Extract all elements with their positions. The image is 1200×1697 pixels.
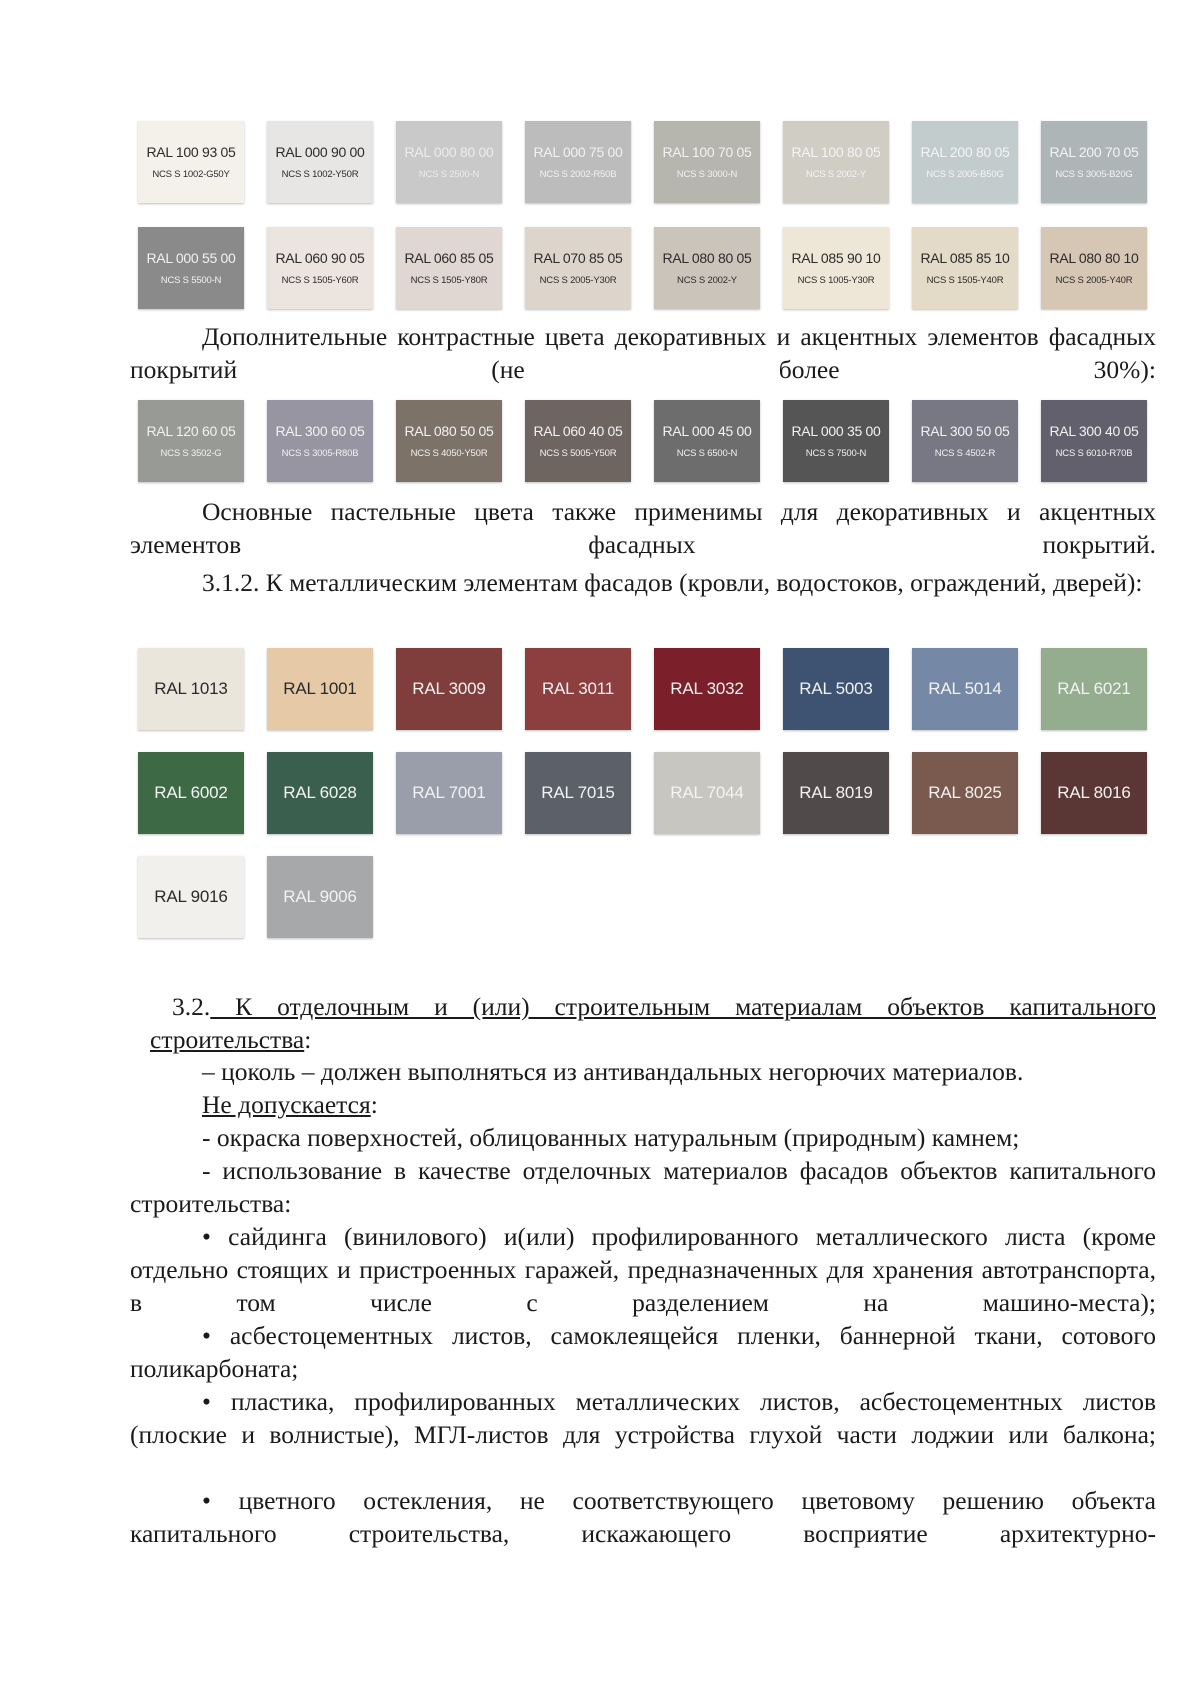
ncs-code: NCS S 6500-N — [676, 448, 738, 459]
color-swatch — [912, 400, 1018, 482]
ral-code: RAL 000 75 00 — [533, 144, 623, 160]
ral-code: RAL 070 85 05 — [533, 250, 623, 266]
ral-code: RAL 1013 — [154, 679, 228, 698]
ncs-code: NCS S 4050-Y50R — [410, 448, 488, 459]
ncs-code: NCS S 2002-Y — [677, 275, 737, 286]
ral-code: RAL 8025 — [928, 783, 1002, 802]
ral-code: RAL 085 90 10 — [791, 250, 881, 266]
section-heading-text: К отделочным и (или) строительным материалам объектов капитального строительства — [150, 992, 1156, 1054]
ral-code: RAL 080 50 05 — [404, 423, 494, 439]
section-colon: : — [304, 1025, 312, 1054]
ral-code: RAL 000 55 00 — [146, 250, 236, 266]
section-3-2-heading — [150, 990, 1156, 1056]
color-swatch — [525, 121, 631, 203]
pastel-note-paragraph: Основные пастельные цвета также применимы для декоративных и акцентных элементов фасадных покрытий. — [130, 497, 1156, 559]
ral-code: RAL 1001 — [283, 679, 357, 698]
ncs-code: NCS S 2002-Y — [806, 169, 866, 180]
dash-item-2: - использование в качестве отделочных материалов фасадов объектов капитального строительства: — [130, 1156, 1156, 1218]
bullet-item-1: • сайдинга (винилового) и(или) профилированного металлического листа (кроме отдельно стоящих и пристроенных гаражей, предназначенных для хранения автотранспорта, в том числе с разделением на машино-места); — [130, 1222, 1156, 1317]
color-swatch — [912, 648, 1018, 730]
ral-code: RAL 7044 — [670, 783, 744, 802]
ncs-code: NCS S 2005-Y40R — [1055, 275, 1133, 286]
ncs-code: NCS S 1505-Y40R — [926, 275, 1004, 286]
ncs-code: NCS S 1005-Y30R — [797, 275, 875, 286]
ral-code: RAL 9016 — [154, 887, 228, 906]
ncs-code: NCS S 1505-Y60R — [281, 275, 359, 286]
ral-code: RAL 120 60 05 — [146, 423, 236, 439]
ncs-code: NCS S 2002-R50B — [539, 169, 617, 180]
ral-code: RAL 000 35 00 — [791, 423, 881, 439]
ncs-code: NCS S 3005-R80B — [281, 448, 359, 459]
color-swatch — [1041, 227, 1147, 309]
color-swatch — [267, 856, 373, 938]
not-allowed-colon: : — [370, 1090, 378, 1119]
ral-code: RAL 8019 — [799, 783, 873, 802]
ral-code: RAL 3011 — [541, 679, 615, 698]
ral-code: RAL 000 80 00 — [404, 144, 494, 160]
color-swatch — [1041, 121, 1147, 203]
pastel-swatches-row-1 — [138, 121, 1178, 203]
color-swatch — [654, 121, 760, 203]
ral-code: RAL 7001 — [412, 783, 486, 802]
ncs-code: NCS S 2005-Y30R — [539, 275, 617, 286]
ral-code: RAL 3009 — [412, 679, 486, 698]
color-swatch — [525, 400, 631, 482]
color-swatch — [783, 752, 889, 834]
ral-code: RAL 060 40 05 — [533, 423, 623, 439]
ncs-code: NCS S 1002-G50Y — [152, 169, 230, 180]
ral-code: RAL 300 40 05 — [1049, 423, 1139, 439]
ral-code: RAL 080 80 10 — [1049, 250, 1139, 266]
metal-color-swatches — [138, 648, 1178, 938]
color-swatch — [396, 121, 502, 203]
color-swatch — [138, 227, 244, 309]
color-swatch — [783, 400, 889, 482]
not-allowed-line — [202, 1088, 1156, 1121]
ral-code: RAL 100 70 05 — [662, 144, 752, 160]
color-swatch — [267, 648, 373, 730]
ral-code: RAL 100 80 05 — [791, 144, 881, 160]
ncs-code: NCS S 7500-N — [805, 448, 867, 459]
color-swatch — [654, 400, 760, 482]
ral-code: RAL 6002 — [154, 783, 228, 802]
ral-code: RAL 6021 — [1057, 679, 1131, 698]
color-swatch — [138, 400, 244, 482]
color-swatch — [267, 752, 373, 834]
color-swatch — [396, 400, 502, 482]
ncs-code: NCS S 6010-R70B — [1055, 448, 1133, 459]
contrast-swatches — [138, 400, 1178, 482]
ncs-code: NCS S 5005-Y50R — [539, 448, 617, 459]
color-swatch — [138, 648, 244, 730]
bullet-item-2: • асбестоцементных листов, самоклеящейся пленки, баннерной ткани, сотового поликарбоната; — [130, 1321, 1156, 1383]
ral-code: RAL 200 80 05 — [920, 144, 1010, 160]
bullet-item-3: • пластика, профилированных металлических листов, асбестоцементных листов (плоские и волнистые), МГЛ-листов для устройства глухой части лоджии или балкона; — [130, 1387, 1156, 1449]
ral-code: RAL 8016 — [1057, 783, 1131, 802]
color-swatch — [267, 400, 373, 482]
color-swatch — [138, 752, 244, 834]
ral-code: RAL 300 60 05 — [275, 423, 365, 439]
color-swatch — [912, 752, 1018, 834]
ral-code: RAL 000 90 00 — [275, 144, 365, 160]
contrast-colors-paragraph: Дополнительные контрастные цвета декоративных и акцентных элементов фасадных покрытий (не более 30%): — [130, 322, 1156, 384]
color-swatch — [525, 227, 631, 309]
ral-code: RAL 6028 — [283, 783, 357, 802]
color-swatch — [1041, 400, 1147, 482]
ncs-code: NCS S 2500-N — [418, 169, 480, 180]
color-swatch — [525, 752, 631, 834]
color-swatch — [525, 648, 631, 730]
ncs-code: NCS S 3005-B20G — [1055, 169, 1133, 180]
color-swatch — [654, 227, 760, 309]
ral-code: RAL 3032 — [670, 679, 744, 698]
not-allowed-label: Не допускается — [202, 1090, 371, 1119]
ral-code: RAL 9006 — [283, 887, 357, 906]
ncs-code: NCS S 1002-Y50R — [281, 169, 359, 180]
color-swatch — [783, 648, 889, 730]
section-number: 3.2. — [172, 992, 211, 1021]
ral-code: RAL 000 45 00 — [662, 423, 752, 439]
color-swatch — [267, 227, 373, 309]
ral-code: RAL 060 85 05 — [404, 250, 494, 266]
ral-code: RAL 085 85 10 — [920, 250, 1010, 266]
ral-code: RAL 5014 — [928, 679, 1002, 698]
color-swatch — [654, 752, 760, 834]
ral-code: RAL 5003 — [799, 679, 873, 698]
ncs-code: NCS S 5500-N — [160, 275, 222, 286]
cokol-line: – цоколь – должен выполняться из антивандальных негорючих материалов. — [202, 1057, 1024, 1086]
pastel-swatches-row-2 — [138, 227, 1178, 309]
color-swatch — [267, 121, 373, 203]
ral-code: RAL 300 50 05 — [920, 423, 1010, 439]
color-swatch — [912, 227, 1018, 309]
ral-code: RAL 080 80 05 — [662, 250, 752, 266]
color-swatch — [396, 227, 502, 309]
color-swatch — [138, 121, 244, 203]
color-swatch — [1041, 752, 1147, 834]
ncs-code: NCS S 4502-R — [934, 448, 996, 459]
color-swatch — [783, 121, 889, 203]
color-swatch — [138, 856, 244, 938]
color-swatch — [912, 121, 1018, 203]
color-swatch — [654, 648, 760, 730]
color-swatch — [396, 752, 502, 834]
dash-item-1: - окраска поверхностей, облицованных натуральным (природным) камнем; — [202, 1123, 1020, 1152]
bullet-item-4: • цветного остекления, не соответствующего цветовому решению объекта капитального строительства, искажающего восприятие архитектурно- — [130, 1486, 1156, 1548]
ncs-code: NCS S 1505-Y80R — [410, 275, 488, 286]
ral-code: RAL 200 70 05 — [1049, 144, 1139, 160]
color-swatch — [1041, 648, 1147, 730]
ncs-code: NCS S 3502-G — [160, 448, 222, 459]
color-swatch — [396, 648, 502, 730]
ral-code: RAL 100 93 05 — [146, 144, 236, 160]
ral-code: RAL 060 90 05 — [275, 250, 365, 266]
ncs-code: NCS S 3000-N — [676, 169, 738, 180]
metal-elements-paragraph: 3.1.2. К металлическим элементам фасадов (кровли, водостоков, ограждений, дверей): — [202, 568, 1143, 597]
ncs-code: NCS S 2005-B50G — [926, 169, 1004, 180]
color-swatch — [783, 227, 889, 309]
ral-code: RAL 7015 — [541, 783, 615, 802]
